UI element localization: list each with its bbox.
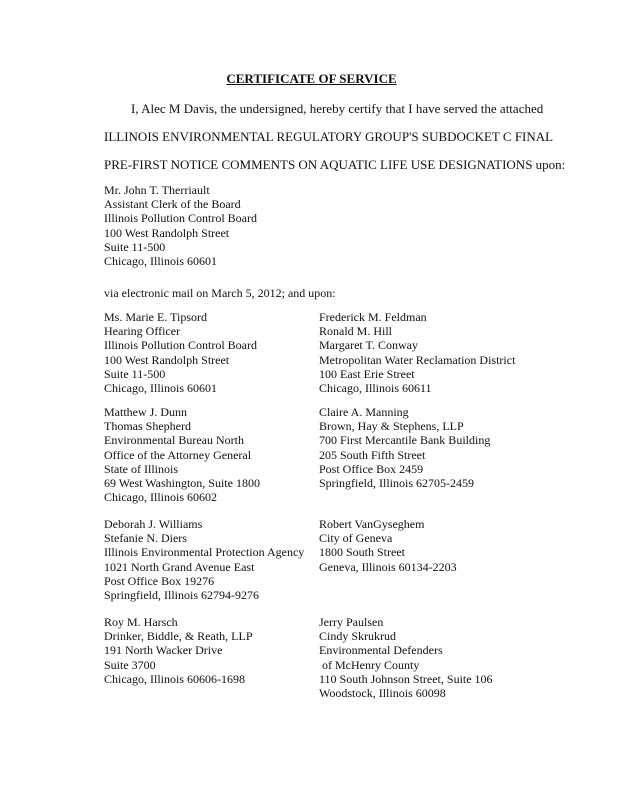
address-line: Chicago, Illinois 60602 [104,490,217,505]
address-line: Suite 3700 [104,657,156,672]
intro-line-3: PRE-FIRST NOTICE COMMENTS ON AQUATIC LIFE USE DESIGNATIONS upon: [104,157,566,172]
address-line: Drinker, Biddle, & Reath, LLP [104,629,253,644]
address-line: 110 South Johnson Street, Suite 106 [319,671,493,686]
address-line: Brown, Hay & Stephens, LLP [319,419,464,434]
address-line: 100 West Randolph Street [104,352,230,367]
recipient-address-block [319,615,493,700]
primary-recipient-address [104,183,257,268]
address-line: Office of the Attorney General [104,447,252,462]
address-line: Chicago, Illinois 60611 [319,381,432,396]
intro-line-2: ILLINOIS ENVIRONMENTAL REGULATORY GROUP'S SUBDOCKET C FINAL [104,129,554,144]
recipient-address-block [104,310,257,395]
address-line: Ronald M. Hill [319,324,393,339]
address-line: State of Illinois [104,461,178,476]
address-line: Chicago, Illinois 60601 [104,254,217,269]
address-line: Stefanie N. Diers [104,531,187,546]
address-line: Suite 11-500 [104,366,166,381]
address-line: Margaret T. Conway [319,338,418,353]
address-line: Hearing Officer [104,324,181,339]
recipient-address-block [319,405,490,490]
address-line: Springfield, Illinois 62794-9276 [104,588,259,603]
address-line: Cindy Skrukrud [319,629,397,644]
address-line: 100 East Erie Street [319,366,415,381]
address-line: Mr. John T. Therriault [104,183,210,197]
address-line: Geneva, Illinois 60134-2203 [319,559,457,574]
address-line: Frederick M. Feldman [319,310,427,324]
recipient-address-block [319,310,515,395]
address-line: Illinois Pollution Control Board [104,211,258,226]
address-line: Suite 11-500 [104,239,166,254]
address-line: Thomas Shepherd [104,419,191,434]
address-line: Chicago, Illinois 60601 [104,381,217,396]
certificate-title: CERTIFICATE OF SERVICE [226,71,397,86]
address-line: Woodstock, Illinois 60098 [319,686,446,701]
address-line: Deborah J. Williams [104,517,203,531]
address-line: 69 West Washington, Suite 1800 [104,476,260,491]
address-line: Metropolitan Water Reclamation District [319,352,516,367]
service-method-line: via electronic mail on March 5, 2012; and upon: [104,286,336,300]
address-line: Chicago, Illinois 60606-1698 [104,671,245,686]
address-line: 1021 North Grand Avenue East [104,559,255,574]
recipient-address-block [319,517,457,574]
address-line: Assistant Clerk of the Board [104,197,241,212]
recipient-address-block [104,405,260,504]
address-line: Roy M. Harsch [104,615,178,629]
address-line: 100 West Randolph Street [104,225,230,240]
address-line: Illinois Pollution Control Board [104,338,258,353]
intro-line-1: I, Alec M Davis, the undersigned, hereby certify that I have served the attached [131,101,544,116]
address-line: Robert VanGyseghem [319,517,425,531]
address-line: 700 First Mercantile Bank Building [319,433,491,448]
address-line: of McHenry County [319,657,420,672]
recipient-address-block [104,517,304,602]
address-line: Matthew J. Dunn [104,405,187,419]
address-line: Springfield, Illinois 62705-2459 [319,476,474,491]
address-line: Environmental Bureau North [104,433,244,448]
address-line: Ms. Marie E. Tipsord [104,310,208,324]
address-line: 205 South Fifth Street [319,447,426,462]
address-line: Environmental Defenders [319,643,443,658]
address-line: Post Office Box 2459 [319,461,424,476]
address-line: Illinois Environmental Protection Agency [104,545,305,560]
address-line: 191 North Wacker Drive [104,643,223,658]
address-line: City of Geneva [319,531,393,546]
address-line: Claire A. Manning [319,405,409,419]
address-line: 1800 South Street [319,545,405,560]
address-line: Jerry Paulsen [319,615,384,629]
address-line: Post Office Box 19276 [104,573,215,588]
recipient-address-block [104,615,253,686]
